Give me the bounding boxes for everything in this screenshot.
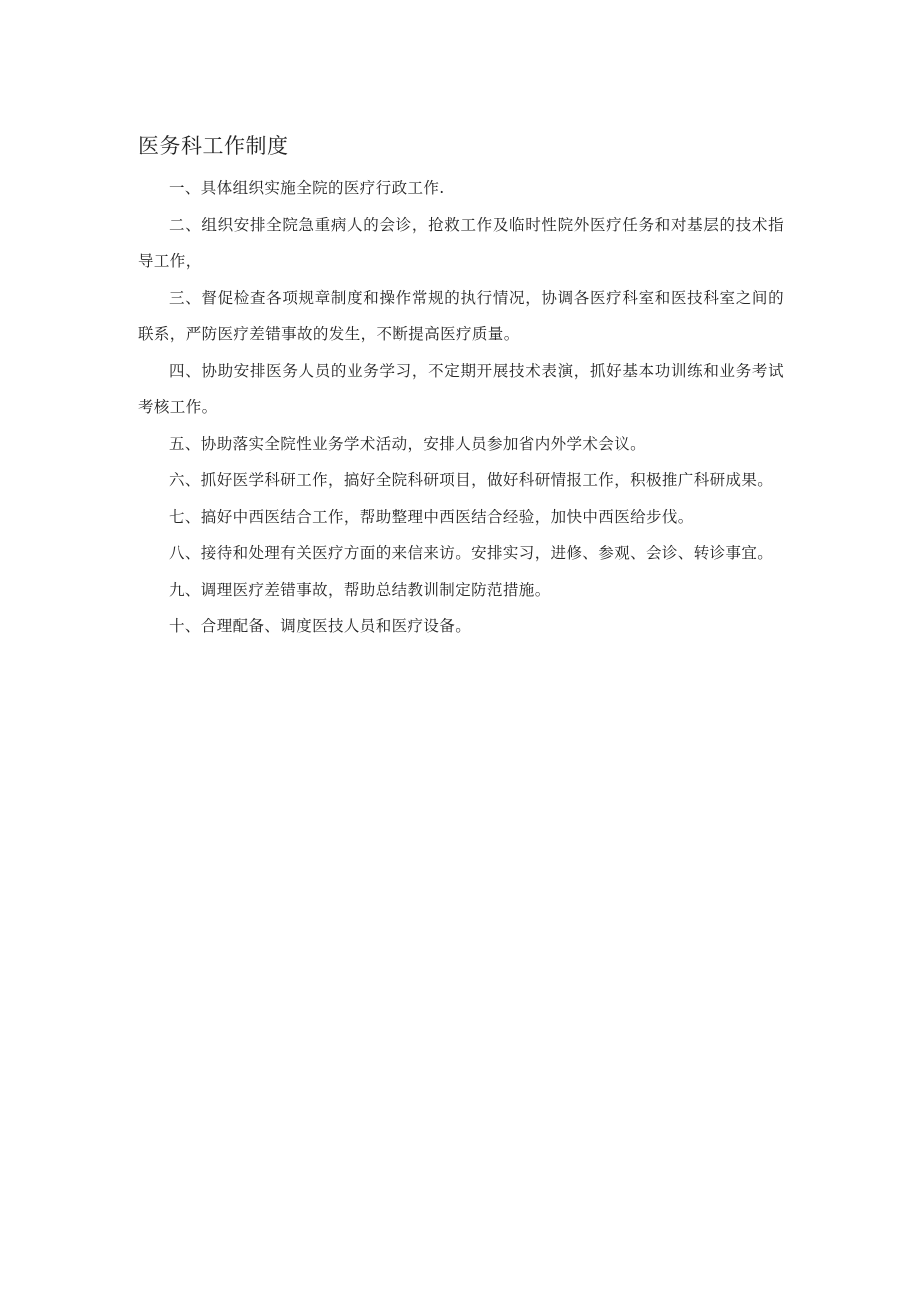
clause-5: 五、协助落实全院性业务学术活动，安排人员参加省内外学术会议。 (169, 434, 647, 453)
clause-8: 八、接待和处理有关医疗方面的来信来访。安排实习，进修、参观、会诊、转诊事宜。 (169, 544, 774, 562)
clause-6: 六、抓好医学科研工作，搞好全院科研项目，做好科研情报工作，积极推广科研成果。 (169, 471, 774, 489)
clause-9: 九、调理医疗差错事故，帮助总结教训制定防范措施。 (169, 580, 551, 599)
document-page (138, 128, 784, 645)
clause-7: 七、搞好中西医结合工作，帮助整理中西医结合经验，加快中西医给步伐。 (169, 507, 694, 526)
document-title: 医务科工作制度 (138, 134, 289, 158)
clause-3: 三、督促检查各项规章制度和操作常规的执行情况，协调各医疗科室和医技科室之间的联系，严防医疗差错事故的发生，不断提高医疗质量。 (138, 288, 784, 343)
clause-10: 十、合理配备、调度医技人员和医疗设备。 (169, 617, 472, 635)
clause-2: 二、组织安排全院急重病人的会诊，抢救工作及临时性院外医疗任务和对基层的技术指导工作， (138, 215, 784, 270)
clause-4: 四、协助安排医务人员的业务学习，不定期开展技术表演，抓好基本功训练和业务考试考核工作。 (138, 361, 784, 416)
clause-list (138, 170, 784, 645)
clause-1: 一、具体组织实施全院的医疗行政工作. (169, 179, 445, 197)
